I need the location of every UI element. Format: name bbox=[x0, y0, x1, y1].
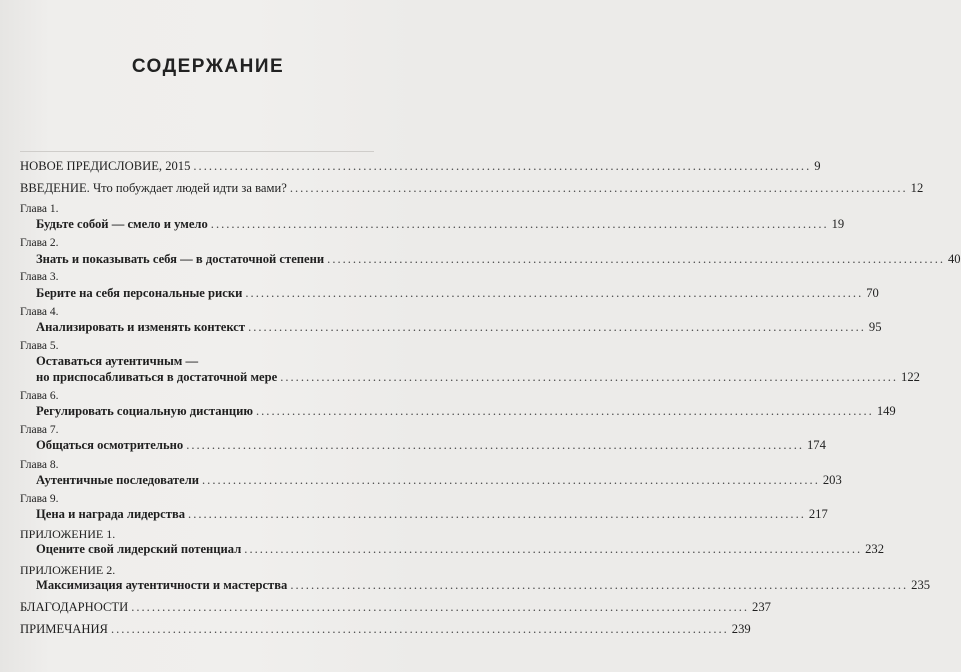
dot-leader: ........................................................................................................................ bbox=[327, 252, 945, 266]
toc-entry-chapter-4[interactable] bbox=[36, 319, 882, 335]
toc-entry-title: Аутентичные последователи bbox=[36, 473, 200, 487]
toc-page-number: 12 bbox=[910, 181, 924, 195]
dot-leader: ........................................................................................................................ bbox=[210, 217, 829, 231]
toc-entry-title: Знать и показывать себя — в достаточной степени bbox=[36, 252, 325, 266]
chapter-label: Глава 5. bbox=[20, 340, 59, 352]
chapter-label: Глава 3. bbox=[20, 271, 59, 283]
dot-leader: ........................................................................................................................ bbox=[256, 404, 874, 418]
toc-entry-title: НОВОЕ ПРЕДИСЛОВИЕ, 2015 bbox=[20, 159, 191, 173]
toc-page-number: 122 bbox=[901, 370, 920, 384]
toc-page-number: 19 bbox=[831, 217, 845, 231]
toc-page-number: 174 bbox=[807, 438, 826, 452]
appendix-label: ПРИЛОЖЕНИЕ 2. bbox=[20, 563, 116, 577]
dot-leader: ........................................................................................................................ bbox=[290, 578, 909, 592]
divider bbox=[20, 151, 374, 152]
chapter-label: Глава 4. bbox=[20, 306, 59, 318]
toc-entry-chapter-6[interactable] bbox=[36, 403, 896, 419]
appendix-label: ПРИЛОЖЕНИЕ 1. bbox=[20, 527, 116, 541]
dot-leader: ........................................................................................................................ bbox=[202, 473, 820, 487]
chapter-label: Глава 7. bbox=[20, 424, 59, 436]
toc-entry-title: ВВЕДЕНИЕ. Что побуждает людей идти за вами? bbox=[20, 181, 287, 195]
toc-entry-appendix-2[interactable] bbox=[36, 577, 931, 593]
toc-entry-title: БЛАГОДАРНОСТИ bbox=[20, 600, 129, 614]
toc-entry-appendix-1[interactable] bbox=[36, 541, 884, 557]
toc-page-number: 237 bbox=[752, 600, 771, 614]
dot-leader: ........................................................................................................................ bbox=[131, 600, 750, 614]
toc-entry-acknowledgements[interactable] bbox=[20, 599, 771, 615]
toc-page-number: 239 bbox=[731, 622, 751, 636]
toc-page-number: 95 bbox=[868, 320, 882, 334]
chapter-label: Глава 8. bbox=[20, 459, 59, 471]
dot-leader: ........................................................................................................................ bbox=[193, 159, 812, 173]
toc-page-number: 235 bbox=[911, 578, 931, 592]
toc-entry-title: Будьте собой — смело и умело bbox=[36, 217, 208, 231]
toc-entry-title: ПРИМЕЧАНИЯ bbox=[20, 622, 108, 636]
chapter-label: Глава 1. bbox=[20, 203, 59, 215]
toc-entry-title: Общаться осмотрительно bbox=[36, 438, 184, 452]
toc-entry-title: но приспосабливаться в достаточной мере bbox=[36, 370, 278, 384]
chapter-label: Глава 6. bbox=[20, 390, 59, 402]
toc-entry-title: Анализировать и изменять контекст bbox=[36, 320, 246, 334]
dot-leader: ........................................................................................................................ bbox=[248, 320, 866, 334]
toc-page-number: 40 bbox=[947, 252, 961, 266]
toc-entry-chapter-1[interactable] bbox=[36, 216, 845, 232]
page-title: СОДЕРЖАНИЕ bbox=[131, 56, 285, 77]
toc-entry-chapter-3[interactable] bbox=[36, 285, 879, 301]
toc-entry-chapter-5-line-1[interactable] bbox=[36, 353, 374, 369]
dot-leader: ........................................................................................................................ bbox=[188, 507, 806, 521]
toc-entry-title: Регулировать социальную дистанцию bbox=[36, 404, 253, 418]
toc-page-number: 70 bbox=[866, 286, 879, 300]
dot-leader: ........................................................................................................................ bbox=[280, 370, 899, 384]
toc-entry-introduction[interactable] bbox=[20, 180, 924, 196]
toc-entry-notes[interactable] bbox=[20, 621, 751, 637]
toc-entry-title: Оцените свой лидерский потенциал bbox=[36, 542, 242, 556]
chapter-label: Глава 2. bbox=[20, 237, 59, 249]
dot-leader: ........................................................................................................................ bbox=[244, 542, 863, 556]
toc-page-number: 9 bbox=[814, 159, 821, 173]
dot-leader: ........................................................................................................................ bbox=[245, 286, 864, 300]
toc-entry-chapter-8[interactable] bbox=[36, 472, 842, 488]
dot-leader: ........................................................................................................................ bbox=[289, 181, 908, 195]
chapter-label: Глава 9. bbox=[20, 493, 59, 505]
toc-entry-title: Берите на себя персональные риски bbox=[36, 286, 243, 300]
toc-page-number: 149 bbox=[876, 404, 896, 418]
toc-page-number: 217 bbox=[808, 507, 828, 521]
toc-entry-chapter-7[interactable] bbox=[36, 437, 826, 453]
toc-entry-preface[interactable] bbox=[20, 158, 821, 174]
toc-entry-chapter-9[interactable] bbox=[36, 506, 828, 522]
toc-page-number: 232 bbox=[865, 542, 884, 556]
dot-leader: ........................................................................................................................ bbox=[186, 438, 804, 452]
toc-page-number: 203 bbox=[822, 473, 842, 487]
toc-entry-title: Оставаться аутентичным — bbox=[36, 354, 199, 368]
toc-entry-title: Цена и награда лидерства bbox=[36, 507, 186, 521]
toc-entry-chapter-2[interactable] bbox=[36, 251, 961, 267]
dot-leader: ........................................................................................................................ bbox=[110, 622, 729, 636]
toc-entry-title: Максимизация аутентичности и мастерства bbox=[36, 578, 288, 592]
toc-entry-chapter-5[interactable] bbox=[36, 369, 920, 385]
